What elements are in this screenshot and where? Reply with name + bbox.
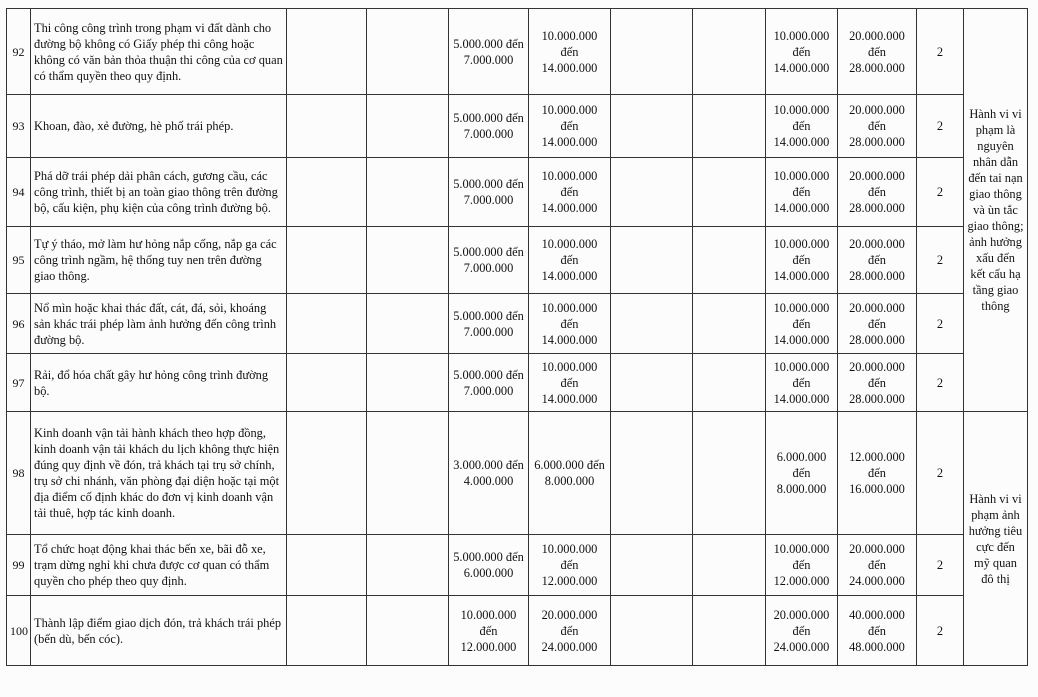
- fine-range-4: 20.000.000 đến 28.000.000: [838, 294, 917, 354]
- fine-range-1: 10.000.000 đến 12.000.000: [449, 596, 529, 666]
- fine-range-1: 5.000.000 đến 7.000.000: [449, 158, 529, 227]
- violation-description: Kinh doanh vận tải hành khách theo hợp đồng, kinh doanh vận tải khách du lịch không thực hiện đúng quy định về đón, trả khách tại trụ sở chính, trụ sở chi nhánh, văn phòng đại diện hoặc tại một địa điểm cố định khác do đơn vị kinh doanh vận tải thuê, hợp tác kinh doanh.: [31, 412, 287, 535]
- row-number: 100: [7, 596, 31, 666]
- penalty-table: [6, 8, 1028, 666]
- row-number: 97: [7, 354, 31, 412]
- violation-description: Thi công công trình trong phạm vi đất dành cho đường bộ không có Giấy phép thi công hoặc không có văn bản thỏa thuận thi công của cơ quan có thẩm quyền theo quy định.: [31, 9, 287, 95]
- multiplier: 2: [917, 412, 964, 535]
- empty-cell: [611, 412, 693, 535]
- fine-range-4: 20.000.000 đến 28.000.000: [838, 354, 917, 412]
- empty-cell: [693, 354, 766, 412]
- fine-range-2: 10.000.000 đến 14.000.000: [529, 294, 611, 354]
- empty-cell: [693, 535, 766, 596]
- fine-range-4: 20.000.000 đến 28.000.000: [838, 95, 917, 158]
- fine-range-3: 10.000.000 đến 14.000.000: [766, 354, 838, 412]
- fine-range-3: 6.000.000 đến 8.000.000: [766, 412, 838, 535]
- row-number: 95: [7, 227, 31, 294]
- fine-range-2: 10.000.000 đến 12.000.000: [529, 535, 611, 596]
- empty-cell: [367, 227, 449, 294]
- empty-cell: [367, 596, 449, 666]
- empty-cell: [693, 158, 766, 227]
- empty-cell: [693, 412, 766, 535]
- row-number: 99: [7, 535, 31, 596]
- violation-description: Phá dỡ trái phép dải phân cách, gương cầu, các công trình, thiết bị an toàn giao thông trên đường bộ, cấu kiện, phụ kiện của công trình đường bộ.: [31, 158, 287, 227]
- table-row: [7, 294, 1028, 354]
- row-number: 94: [7, 158, 31, 227]
- fine-range-3: 10.000.000 đến 14.000.000: [766, 227, 838, 294]
- fine-range-3: 10.000.000 đến 14.000.000: [766, 294, 838, 354]
- row-number: 98: [7, 412, 31, 535]
- violation-description: Tổ chức hoạt động khai thác bến xe, bãi đỗ xe, trạm dừng nghỉ khi chưa được cơ quan có thẩm quyền cho phép theo quy định.: [31, 535, 287, 596]
- empty-cell: [611, 535, 693, 596]
- fine-range-3: 10.000.000 đến 14.000.000: [766, 9, 838, 95]
- empty-cell: [611, 158, 693, 227]
- violation-description: Nổ mìn hoặc khai thác đất, cát, đá, sỏi, khoáng sản khác trái phép làm ảnh hưởng đến công trình đường bộ.: [31, 294, 287, 354]
- empty-cell: [287, 9, 367, 95]
- empty-cell: [287, 227, 367, 294]
- table-row: [7, 354, 1028, 412]
- empty-cell: [287, 596, 367, 666]
- empty-cell: [367, 9, 449, 95]
- group-note-urban-aesthetics: Hành vi vi phạm ảnh hưởng tiêu cực đến mỹ quan đô thị: [964, 412, 1028, 666]
- empty-cell: [611, 95, 693, 158]
- violation-description: Khoan, đào, xẻ đường, hè phố trái phép.: [31, 95, 287, 158]
- row-number: 92: [7, 9, 31, 95]
- row-number: 93: [7, 95, 31, 158]
- fine-range-1: 5.000.000 đến 7.000.000: [449, 95, 529, 158]
- fine-range-2: 10.000.000 đến 14.000.000: [529, 9, 611, 95]
- violation-description: Tự ý tháo, mở làm hư hỏng nắp cống, nắp ga các công trình ngầm, hệ thống tuy nen trên đường giao thông.: [31, 227, 287, 294]
- fine-range-2: 10.000.000 đến 14.000.000: [529, 158, 611, 227]
- fine-range-1: 5.000.000 đến 7.000.000: [449, 294, 529, 354]
- fine-range-4: 20.000.000 đến 28.000.000: [838, 9, 917, 95]
- multiplier: 2: [917, 158, 964, 227]
- empty-cell: [693, 95, 766, 158]
- empty-cell: [287, 535, 367, 596]
- fine-range-1: 3.000.000 đến 4.000.000: [449, 412, 529, 535]
- fine-range-2: 10.000.000 đến 14.000.000: [529, 227, 611, 294]
- fine-range-4: 12.000.000 đến 16.000.000: [838, 412, 917, 535]
- empty-cell: [287, 412, 367, 535]
- fine-range-4: 20.000.000 đến 28.000.000: [838, 158, 917, 227]
- table-row: [7, 535, 1028, 596]
- fine-range-2: 10.000.000 đến 14.000.000: [529, 95, 611, 158]
- empty-cell: [693, 227, 766, 294]
- empty-cell: [367, 354, 449, 412]
- multiplier: 2: [917, 294, 964, 354]
- empty-cell: [611, 596, 693, 666]
- empty-cell: [693, 294, 766, 354]
- fine-range-3: 10.000.000 đến 14.000.000: [766, 95, 838, 158]
- empty-cell: [611, 227, 693, 294]
- empty-cell: [287, 294, 367, 354]
- fine-range-2: 10.000.000 đến 14.000.000: [529, 354, 611, 412]
- empty-cell: [287, 95, 367, 158]
- table-row: [7, 9, 1028, 95]
- fine-range-1: 5.000.000 đến 7.000.000: [449, 354, 529, 412]
- fine-range-2: 20.000.000 đến 24.000.000: [529, 596, 611, 666]
- row-number: 96: [7, 294, 31, 354]
- empty-cell: [693, 9, 766, 95]
- empty-cell: [367, 535, 449, 596]
- fine-range-4: 20.000.000 đến 24.000.000: [838, 535, 917, 596]
- violation-description: Rải, đổ hóa chất gây hư hỏng công trình đường bộ.: [31, 354, 287, 412]
- empty-cell: [611, 9, 693, 95]
- fine-range-2: 6.000.000 đến 8.000.000: [529, 412, 611, 535]
- fine-range-4: 20.000.000 đến 28.000.000: [838, 227, 917, 294]
- multiplier: 2: [917, 9, 964, 95]
- empty-cell: [287, 354, 367, 412]
- table-row: [7, 412, 1028, 535]
- table-row: [7, 227, 1028, 294]
- empty-cell: [367, 412, 449, 535]
- table-row: [7, 158, 1028, 227]
- empty-cell: [367, 158, 449, 227]
- empty-cell: [367, 95, 449, 158]
- empty-cell: [367, 294, 449, 354]
- multiplier: 2: [917, 535, 964, 596]
- fine-range-1: 5.000.000 đến 6.000.000: [449, 535, 529, 596]
- fine-range-3: 20.000.000 đến 24.000.000: [766, 596, 838, 666]
- empty-cell: [611, 354, 693, 412]
- fine-range-3: 10.000.000 đến 14.000.000: [766, 158, 838, 227]
- multiplier: 2: [917, 596, 964, 666]
- empty-cell: [611, 294, 693, 354]
- fine-range-1: 5.000.000 đến 7.000.000: [449, 227, 529, 294]
- table-row: [7, 596, 1028, 666]
- group-note-infrastructure: Hành vi vi phạm là nguyên nhân dẫn đến tai nạn giao thông và ùn tắc giao thông; ảnh hưởng xấu đến kết cấu hạ tầng giao thông: [964, 9, 1028, 412]
- multiplier: 2: [917, 95, 964, 158]
- fine-range-3: 10.000.000 đến 12.000.000: [766, 535, 838, 596]
- multiplier: 2: [917, 354, 964, 412]
- multiplier: 2: [917, 227, 964, 294]
- table-row: [7, 95, 1028, 158]
- fine-range-1: 5.000.000 đến 7.000.000: [449, 9, 529, 95]
- fine-range-4: 40.000.000 đến 48.000.000: [838, 596, 917, 666]
- violation-description: Thành lập điểm giao dịch đón, trả khách trái phép (bến dù, bến cóc).: [31, 596, 287, 666]
- empty-cell: [287, 158, 367, 227]
- empty-cell: [693, 596, 766, 666]
